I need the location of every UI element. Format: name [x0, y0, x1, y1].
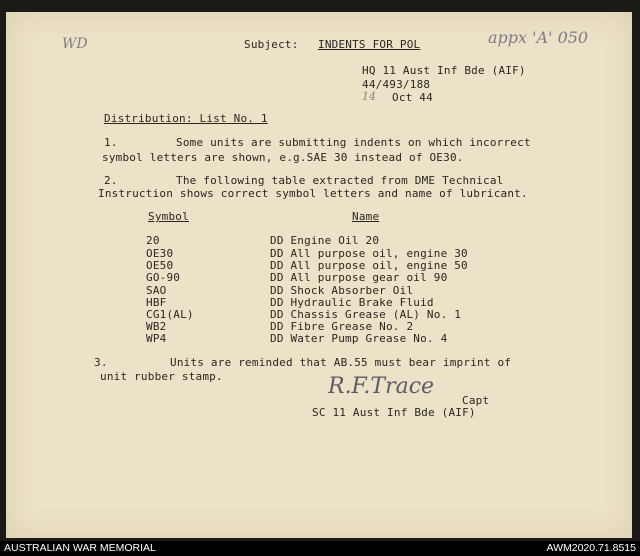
symbol-cell: WB2 [146, 320, 167, 333]
signatory-rank: Capt [462, 394, 490, 407]
archive-footer [0, 541, 640, 556]
para1-line1: Some units are submitting indents on which incorrect [176, 136, 531, 149]
para3-line1: Units are reminded that AB.55 must bear imprint of [170, 356, 512, 369]
table-row [6, 332, 632, 344]
table-header-symbol: Symbol [148, 210, 189, 223]
para2-line1: The following table extracted from DME Technical [176, 174, 504, 187]
table-row [6, 320, 632, 332]
distribution-heading: Distribution: List No. 1 [104, 112, 268, 125]
symbol-cell: OE30 [146, 247, 174, 260]
symbol-cell: WP4 [146, 332, 167, 345]
signature: R.F.Trace [328, 374, 435, 399]
date-day: 14 [362, 90, 376, 103]
para2-number: 2. [104, 174, 118, 187]
signature-block: SC 11 Aust Inf Bde (AIF) [312, 406, 476, 419]
name-cell: DD All purpose oil, engine 50 [270, 259, 468, 272]
subject-label: Subject: [244, 38, 299, 51]
table-row [6, 271, 632, 283]
symbol-cell: SAO [146, 284, 167, 297]
name-cell: DD Hydraulic Brake Fluid [270, 296, 434, 309]
reference-number: 44/493/188 [362, 78, 431, 91]
hq-line: HQ 11 Aust Inf Bde (AIF) [362, 64, 526, 77]
para1-number: 1. [104, 136, 118, 149]
symbol-cell: HBF [146, 296, 167, 309]
table-row [6, 259, 632, 271]
symbol-cell: 20 [146, 234, 160, 247]
footer-accession-number: AWM2020.71.8515 [546, 542, 636, 554]
name-cell: DD Fibre Grease No. 2 [270, 320, 414, 333]
para1-line2: symbol letters are shown, e.g.SAE 30 instead of OE30. [102, 151, 464, 164]
table-header-name: Name [352, 210, 380, 223]
para3-number: 3. [94, 356, 108, 369]
symbol-cell: CG1(AL) [146, 308, 194, 321]
table-row [6, 296, 632, 308]
handwritten-annotation-left: WD [62, 36, 88, 52]
handwritten-annotation-right: appx 'A' 050 [488, 28, 589, 47]
name-cell: DD Engine Oil 20 [270, 234, 380, 247]
para2-line2: Instruction shows correct symbol letters and name of lubricant. [98, 187, 528, 200]
name-cell: DD All purpose oil, engine 30 [270, 247, 468, 260]
footer-institution: AUSTRALIAN WAR MEMORIAL [4, 542, 156, 554]
name-cell: DD All purpose gear oil 90 [270, 271, 448, 284]
name-cell: DD Chassis Grease (AL) No. 1 [270, 308, 462, 321]
table-row [6, 308, 632, 320]
table-row [6, 284, 632, 296]
subject-title: INDENTS FOR POL [318, 38, 421, 51]
para3-line2: unit rubber stamp. [100, 370, 223, 383]
symbol-cell: GO-90 [146, 271, 181, 284]
date-rest: Oct 44 [392, 91, 433, 104]
table-row [6, 234, 632, 246]
name-cell: DD Water Pump Grease No. 4 [270, 332, 448, 345]
table-row [6, 247, 632, 259]
name-cell: DD Shock Absorber Oil [270, 284, 414, 297]
document-page [6, 12, 632, 538]
symbol-cell: OE50 [146, 259, 174, 272]
